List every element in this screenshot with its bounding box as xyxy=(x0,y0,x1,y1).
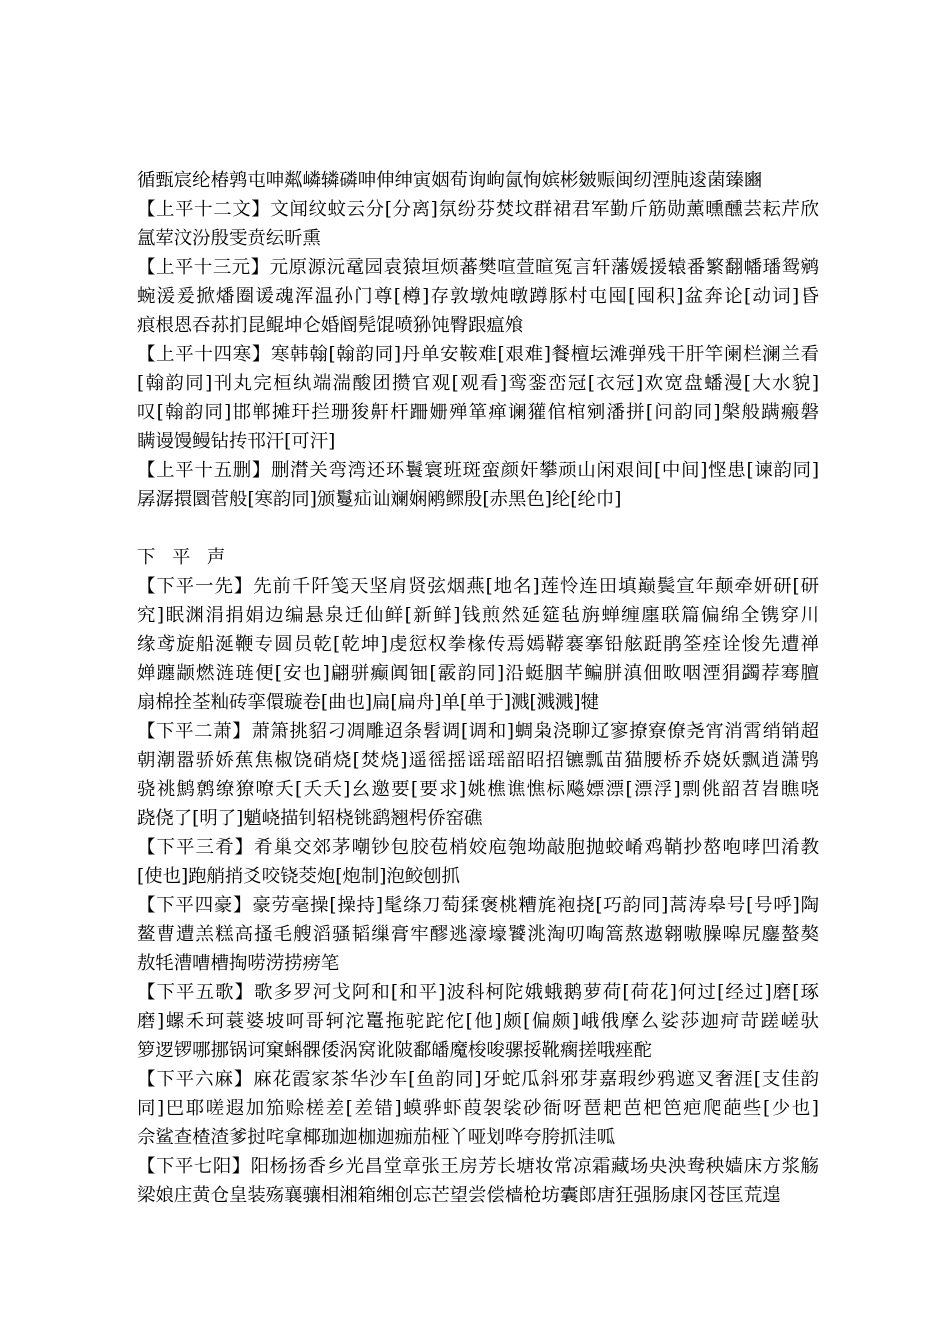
text-line: [翰韵同]刊丸完桓纨端湍酸团攒官观[观看]鸾銮峦冠[衣冠]欢宽盘蟠漫[大水貌] xyxy=(137,373,819,394)
text-line: 循甄宸纶椿鹑屯呻粼嶙辚磷呻伸绅寅姻荀询峋氤恂嫔彬皴赈闽纫湮肫逡菌臻豳 xyxy=(137,170,763,191)
rhyme-paragraph xyxy=(137,253,819,340)
text-line: 究]眠渊涓捐娟边编悬泉迁仙鲜[新鲜]钱煎然延筵毡旃蝉缠廛联篇偏绵全镌穿川 xyxy=(137,605,819,626)
text-line: 【下平二萧】萧箫挑貂刁凋雕迢条髫调[调和]蜩枭浇聊辽寥撩寮僚尧宵消霄绡销超 xyxy=(137,721,819,742)
blank-line xyxy=(137,514,819,543)
text-line: 蜿湲爰掀燔圈谖魂浑温孙门尊[樽]存敦墩炖暾蹲豚村屯囤[囤积]盆奔论[动词]昏 xyxy=(137,286,819,307)
text-line: 骁祧鹪鹩缭獠嘹夭[夭夭]幺邀要[要求]姚樵谯憔标飚嫖漂[漂浮]剽佻韶苕岧瞧哓 xyxy=(137,779,819,800)
rhyme-paragraph xyxy=(137,1152,819,1210)
rhyme-paragraph xyxy=(137,717,819,833)
text-line: 【下平六麻】麻花霞家茶华沙车[鱼韵同]牙蛇瓜斜邪芽嘉瑕纱鸦遮叉奢涯[支佳韵 xyxy=(137,1069,819,1090)
text-line: 【下平七阳】阳杨扬香乡光昌堂章张王房芳长塘妆常凉霜藏场央泱鸯秧嫱床方浆觞 xyxy=(137,1156,819,1177)
text-line: 同]巴耶嗟遐加笳赊槎差[差错]蟆骅虾葭袈裟砂衙呀琶耙芭杷笆疤爬葩些[少也] xyxy=(137,1098,819,1119)
text-line: 【下平五歌】歌多罗河戈阿和[和平]波科柯陀娥蛾鹅萝荷[荷花]何过[经过]磨[琢 xyxy=(137,982,819,1003)
text-line: 【上平十五删】删潸关弯湾还环鬟寰班斑蛮颜奸攀顽山闲艰间[中间]悭患[谏韵同] xyxy=(137,460,819,481)
text-line: 箩逻锣哪挪锅诃窠蝌髁倭涡窝讹陂鄱皤魔梭唆骡挼靴瘸搓哦痤酡 xyxy=(137,1040,652,1061)
text-line: 敖牦漕嘈槽掏唠涝捞痨笔 xyxy=(137,953,340,974)
rhyme-paragraph xyxy=(137,340,819,456)
rhyme-paragraph xyxy=(137,166,819,195)
text-line: 瞒谩馒鳗钻抟邗汗[可汗] xyxy=(137,431,336,452)
rhyme-paragraph xyxy=(137,456,819,514)
text-line: 叹[翰韵同]邯郸摊玕拦珊狻鼾杆跚姗殚箪瘅谰獾倌棺剜潘拼[问韵同]槃般蹒瘢磐 xyxy=(137,402,819,423)
text-line: 鳌曹遭羔糕高搔毛艘滔骚韬缫膏牢醪逃濠壕饕洮淘叨啕篙熬遨翱嗷臊嗥尻鏖螯獒 xyxy=(137,924,819,945)
rhyme-paragraph xyxy=(137,572,819,717)
rhyme-paragraph xyxy=(137,891,819,978)
text-line: 梁娘庄黄仓皇装殇襄骧相湘箱缃创忘芒望尝偿樯枪坊囊郎唐狂强肠康冈苍匡荒遑 xyxy=(137,1185,781,1206)
text-line: 【下平一先】先前千阡笺天坚肩贤弦烟燕[地名]莲怜连田填巅鬓宣年颠牵妍研[研 xyxy=(137,576,819,597)
text-line: 朝潮嚣骄娇蕉焦椒饶硝烧[焚烧]遥徭摇谣瑶韶昭招镳瓢苗猫腰桥乔娆妖飘逍潇鸮 xyxy=(137,750,819,771)
rhyme-paragraph xyxy=(137,978,819,1065)
text-line: 【上平十二文】文闻纹蚊云分[分离]氛纷芬焚坟群裙君军勤斤筋勋薰曛醺芸耘芹欣 xyxy=(137,199,819,220)
text-line: 婵躔颛燃涟琏便[安也]翩骈癫阗钿[霰韵同]沿蜓胭芊鳊胼滇佃畋咽湮狷蠲荐骞膻 xyxy=(137,663,819,684)
text-line: [使也]跑艄捎爻咬铙茭炮[炮制]泡鲛刨抓 xyxy=(137,866,460,887)
section-title: 下平声 xyxy=(137,547,242,568)
rhyme-paragraph xyxy=(137,1065,819,1152)
text-line: 【上平十四寒】寒韩翰[翰韵同]丹单安鞍难[艰难]餐檀坛滩弹残干肝竿阑栏澜兰看 xyxy=(137,344,819,365)
text-line: 佘鲨查楂渣爹挝咤拿椰珈迦枷迦痂茄桠丫哑划哗夸胯抓洼呱 xyxy=(137,1127,616,1148)
text-line: 跷侥了[明了]魈峣描钊轺桡铫鹞翘枵侨窑礁 xyxy=(137,808,483,829)
text-line: 扇棉拴荃籼砖挛儇璇卷[曲也]扁[扁舟]单[单于]溅[溅溅]犍 xyxy=(137,692,599,713)
text-line: 【上平十三元】元原源沅鼋园袁猿垣烦蕃樊喧萱暄冤言轩藩媛援辕番繁翻幡璠鸳鹓 xyxy=(137,257,819,278)
text-line: 缘鸢旋船涎鞭专圆员乾[乾坤]虔愆权拳椽传焉嫣鞯褰搴铅舷跹鹃筌痊诠悛先遭禅 xyxy=(137,634,819,655)
text-line: 氲荤汶汾殷雯贲纭昕熏 xyxy=(137,228,321,249)
text-line: 磨]螺禾珂蓑婆坡呵哥轲沱鼍拖驼跎佗[他]颇[偏颇]峨俄摩么娑莎迦疴苛蹉嵯驮 xyxy=(137,1011,819,1032)
rhyme-paragraph xyxy=(137,833,819,891)
text-line: 孱潺擐圜菅般[寒韵同]颁鬘疝讪斓娴鹇鳏殷[赤黑色]纶[纶巾] xyxy=(137,489,622,510)
text-line: 【下平四豪】豪劳毫操[操持]髦绦刀萄猱褒桃糟旄袍挠[巧韵同]蒿涛皋号[号呼]陶 xyxy=(137,895,819,916)
rhyme-document xyxy=(137,166,819,1210)
rhyme-paragraph xyxy=(137,195,819,253)
text-line: 痕根恩吞荪扪昆鲲坤仑婚阍髡馄喷狲饨臀跟瘟飧 xyxy=(137,315,524,336)
text-line: 【下平三肴】肴巢交郊茅嘲钞包胶苞梢姣庖匏坳敲胞抛蛟崤鸡鞘抄嶅咆哮凹淆教 xyxy=(137,837,819,858)
